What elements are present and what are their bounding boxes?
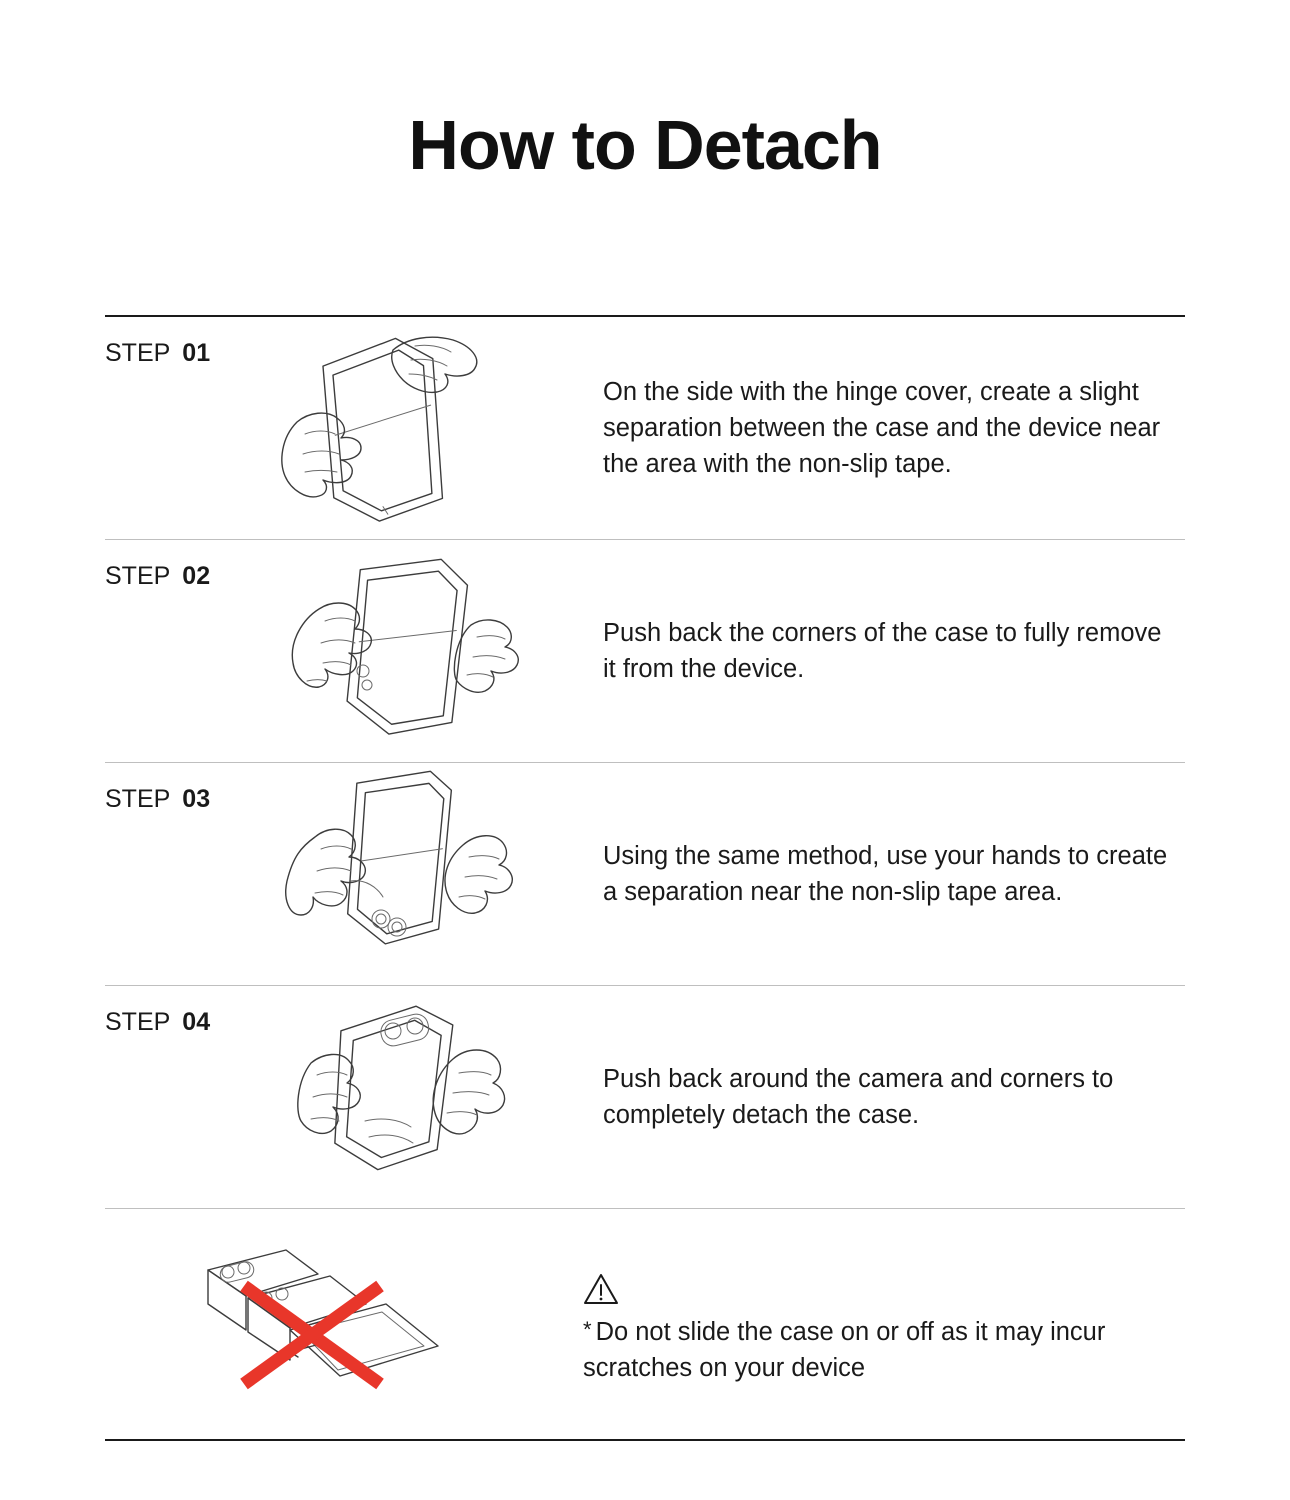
step-description: Using the same method, use your hands to create a separation near the non-slip tape area. (603, 841, 1168, 906)
step-text-block (575, 540, 1185, 762)
phone-hand-drawing-03 (265, 769, 565, 979)
step-number: 01 (182, 339, 211, 367)
step-label-01 (105, 317, 255, 539)
step-text-block (575, 317, 1185, 539)
do-not-slide-illustration (105, 1234, 575, 1414)
step-row (105, 317, 1185, 540)
step-number: 02 (182, 562, 211, 590)
warning-asterisk: * (583, 1316, 592, 1342)
warning-text-block (575, 1262, 1185, 1386)
step-01-illustration (255, 317, 575, 539)
step-description: Push back the corners of the case to fully remove it from the device. (603, 618, 1162, 683)
step-number: 03 (182, 785, 211, 813)
step-word: STEP (105, 785, 171, 813)
phone-slide-crossed-drawing (190, 1234, 490, 1414)
step-number: 04 (182, 1008, 211, 1036)
step-text-block (575, 763, 1185, 985)
step-word: STEP (105, 562, 171, 590)
warning-triangle-icon (583, 1272, 619, 1306)
step-03-illustration (255, 763, 575, 985)
step-description: Push back around the camera and corners to completely detach the case. (603, 1064, 1114, 1129)
step-description: On the side with the hinge cover, create a slight separation between the case and the device near the area with the non-slip tape. (603, 377, 1161, 479)
page-title: How to Detach (408, 106, 882, 184)
bottom-divider (105, 1439, 1185, 1441)
step-row (105, 540, 1185, 763)
step-02-illustration (255, 540, 575, 762)
steps-container (105, 185, 1185, 1441)
step-text-block (575, 986, 1185, 1208)
step-word: STEP (105, 1008, 171, 1036)
phone-hand-drawing-01 (265, 328, 565, 528)
step-label-04 (105, 986, 255, 1208)
step-row (105, 763, 1185, 986)
step-word: STEP (105, 339, 171, 367)
warning-text (583, 1314, 1185, 1386)
step-row (105, 986, 1185, 1209)
warning-row (105, 1209, 1185, 1439)
warning-message: Do not slide the case on or off as it may incur scratches on your device (583, 1317, 1106, 1382)
phone-hand-drawing-02 (265, 551, 565, 751)
step-label-03 (105, 763, 255, 985)
step-04-illustration (255, 986, 575, 1208)
step-label-02 (105, 540, 255, 762)
phone-hand-drawing-04 (265, 997, 565, 1197)
